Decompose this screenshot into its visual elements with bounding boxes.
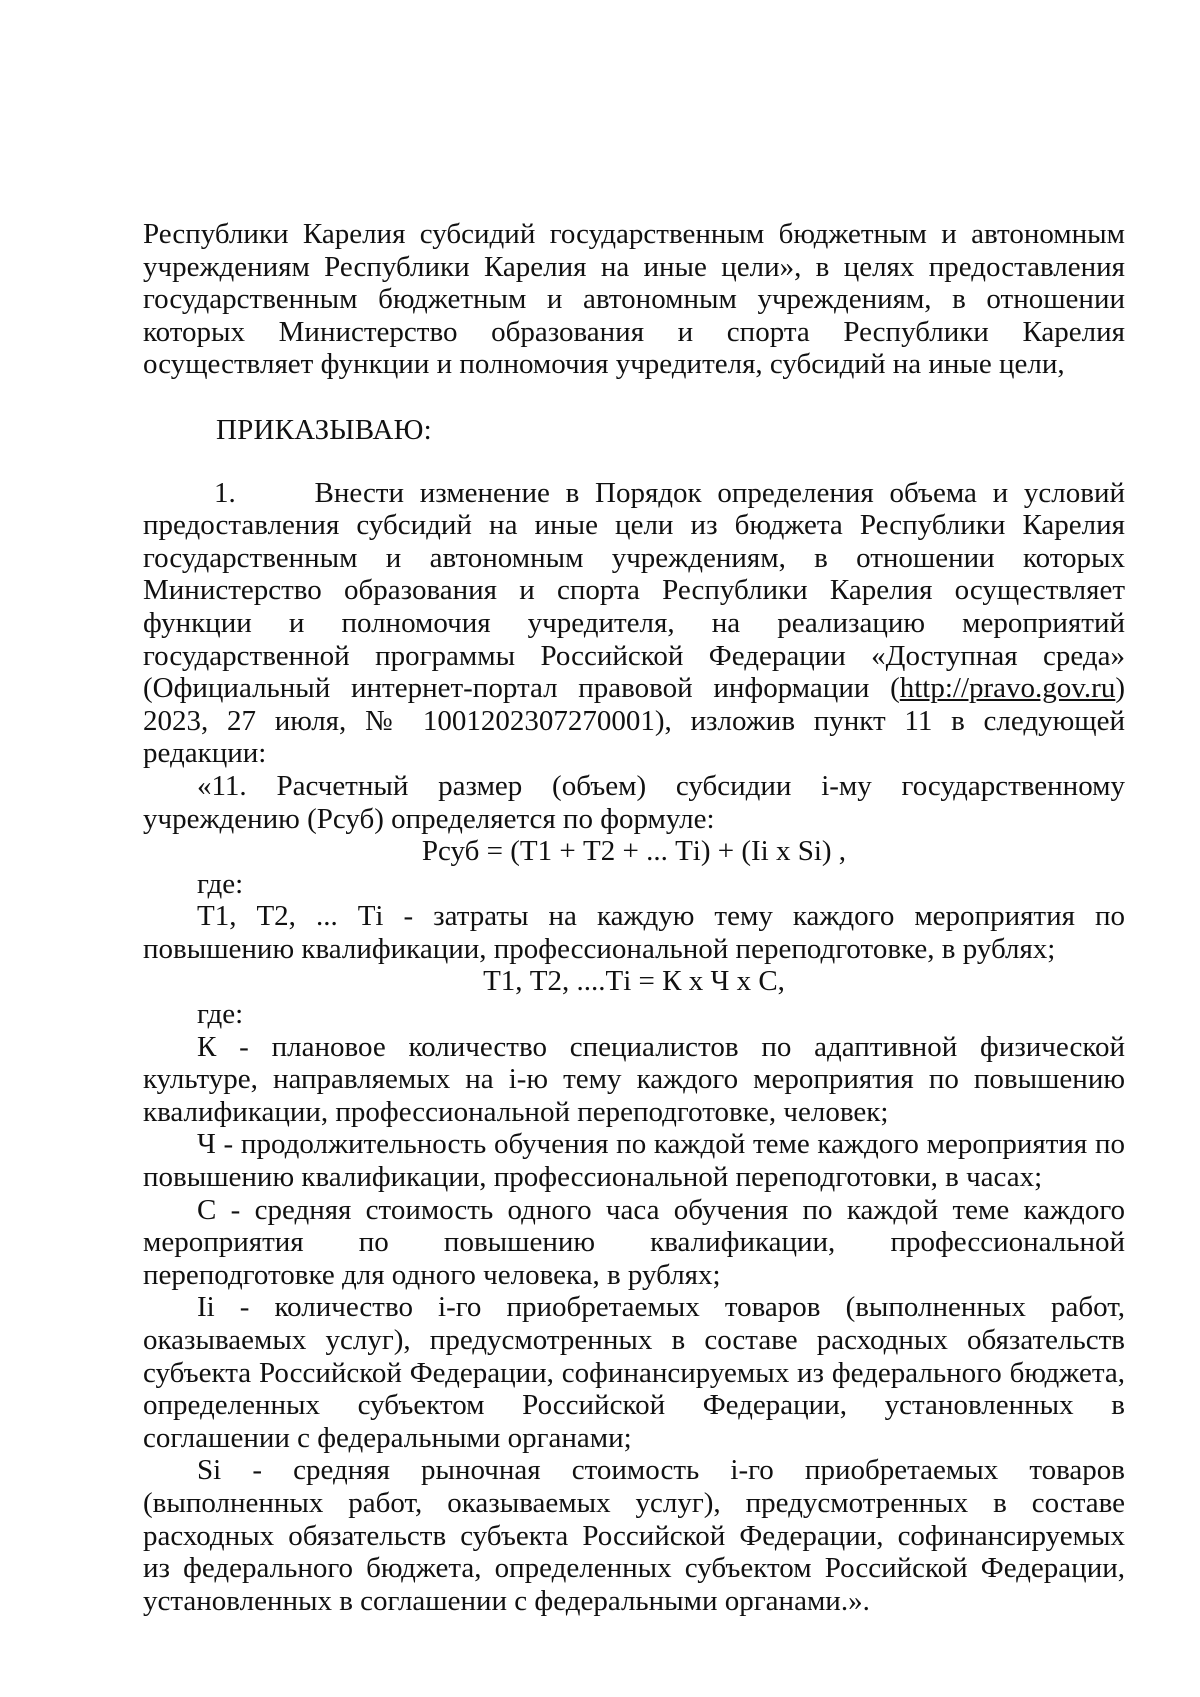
pravo-link[interactable]: http://pravo.gov.ru bbox=[899, 672, 1116, 705]
formula-rsub: Рсуб = (Т1 + Т2 + ... Тi) + (Ii x Si) , bbox=[421, 835, 847, 868]
document-page bbox=[143, 218, 1125, 1617]
item-1-text-after-link: ) 2023, 27 июля, № 1001202307270001), изложив пункт 11 в следующей редакции: bbox=[143, 672, 1125, 770]
definition-t: Т1, Т2, ... Тi - затраты на каждую тему каждого мероприятия по повышению квалификации, профессиональной переподготовке, в рублях; bbox=[143, 900, 1125, 965]
definition-k: К - плановое количество специалистов по адаптивной физической культуре, направляемых на i-ю тему каждого мероприятия по повышению квалификации, профессиональной переподготовке, человек; bbox=[143, 1030, 1125, 1128]
spacer bbox=[143, 447, 1125, 477]
item-1-text-before-link: Внести изменение в Порядок определения объема и условий предоставления субсидий на иные цели из бюджета Республики Карелия государственным и автономным учреждениям, в отношении которых Министерство образования и спорта Республики Карелия осуществляет функции и полномочия учредителя, на реализацию мероприятий государственной программы Российской Федерации «Доступная среда» (Официальный интернет-портал правовой информации ( bbox=[143, 476, 1126, 705]
where-label-1: где: bbox=[197, 867, 244, 900]
definition-si: Si - средняя рыночная стоимость i-го приобретаемых товаров (выполненных работ, оказываемых услуг), предусмотренных в составе расходных обязательств субъекта Российской Федерации, софинансируемых из федерального бюджета, определенных субъектом Российской Федерации, установленных в соглашении с федеральными органами.». bbox=[143, 1454, 1125, 1617]
definition-ii: Ii - количество i-го приобретаемых товаров (выполненных работ, оказываемых услуг), предусмотренных в составе расходных обязательств субъекта Российской Федерации, софинансируемых из федерального бюджета, определенных субъектом Российской Федерации, установленных в соглашении с федеральными органами; bbox=[143, 1291, 1125, 1454]
intro-paragraph: Республики Карелия субсидий государственным бюджетным и автономным учреждениям Республики Карелия на иные цели», в целях предоставления государственным бюджетным и автономным учреждениям, в отношении которых Министерство образования и спорта Республики Карелия осуществляет функции и полномочия учредителя, субсидий на иные цели, bbox=[143, 218, 1125, 381]
clause-11: «11. Расчетный размер (объем) субсидии i-му государственному учреждению (Рсуб) определяется по формуле: bbox=[143, 769, 1125, 835]
formula-t: Т1, Т2, ....Тi = К х Ч х С, bbox=[483, 965, 785, 998]
definition-c: С - средняя стоимость одного часа обучения по каждой теме каждого мероприятия по повышению квалификации, профессиональной переподготовке для одного человека, в рублях; bbox=[143, 1193, 1125, 1291]
item-1-number: 1. bbox=[214, 476, 236, 509]
order-heading: ПРИКАЗЫВАЮ: bbox=[216, 413, 432, 446]
item-1-paragraph bbox=[143, 477, 1125, 770]
spacer bbox=[143, 381, 1125, 414]
where-label-2: где: bbox=[197, 998, 244, 1031]
definition-ch: Ч - продолжительность обучения по каждой теме каждого мероприятия по повышению квалификации, профессиональной переподготовки, в часах; bbox=[143, 1128, 1125, 1194]
